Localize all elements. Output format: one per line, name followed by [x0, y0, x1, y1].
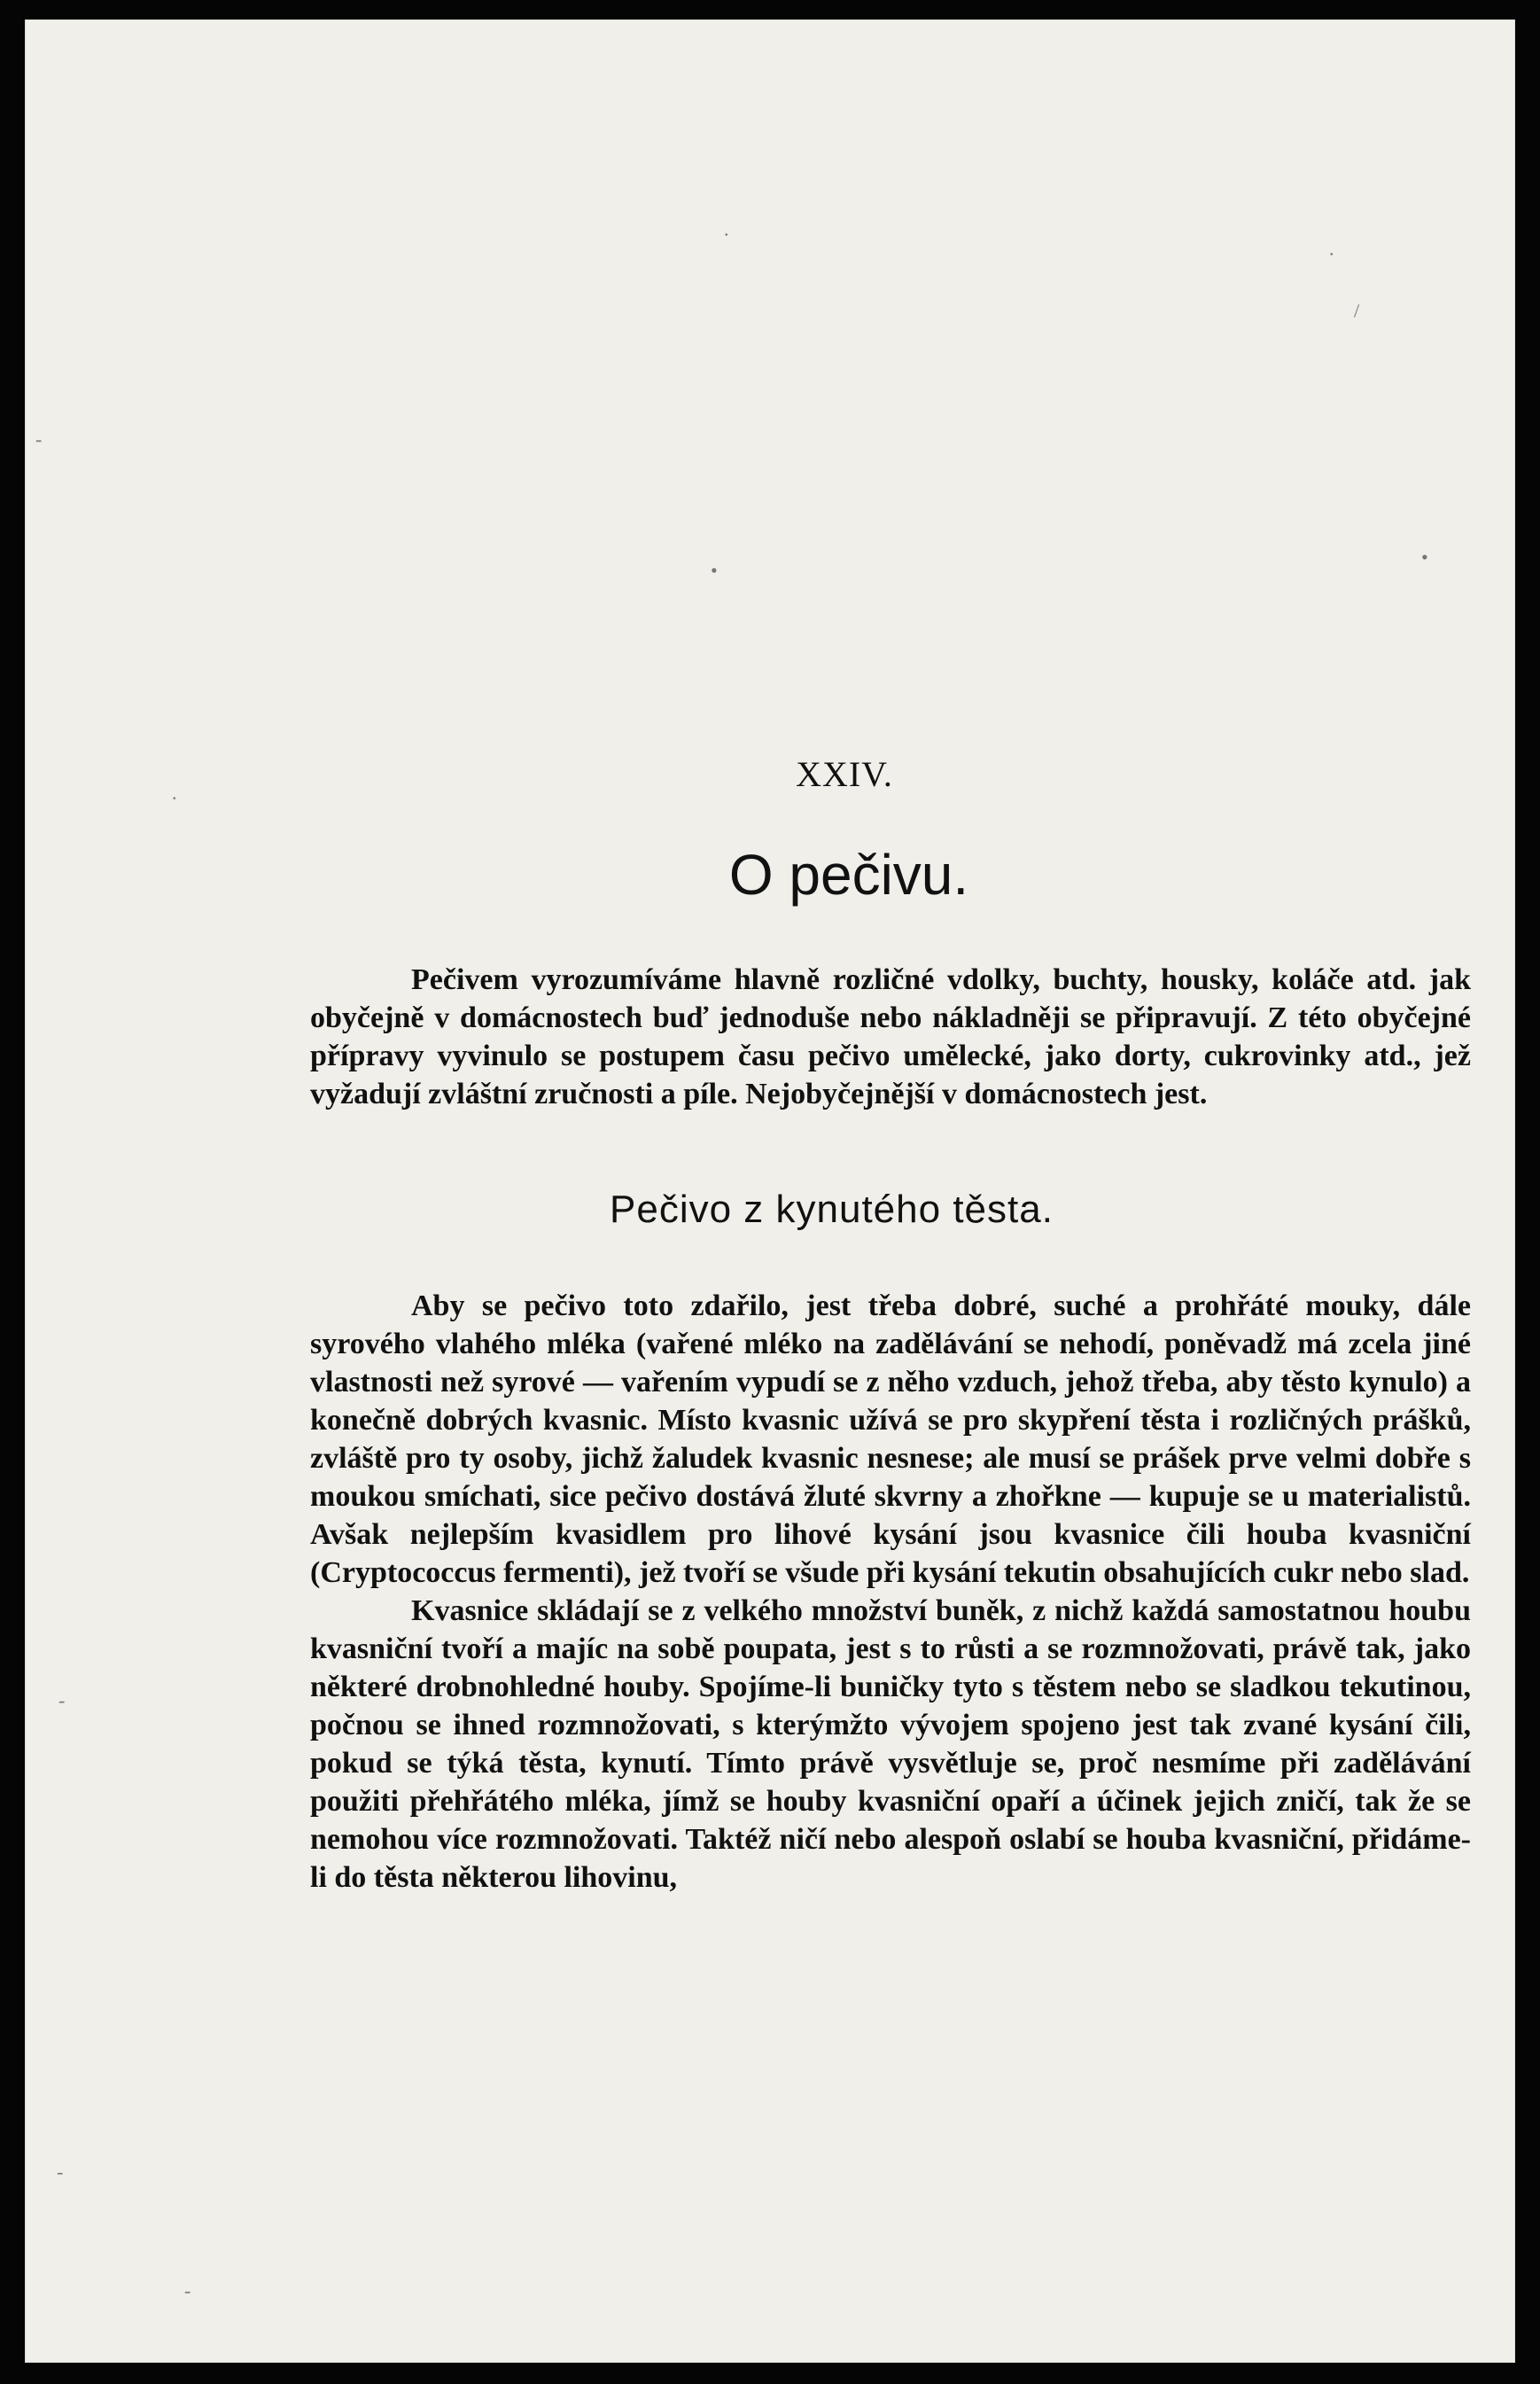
scan-speck: .	[1329, 238, 1334, 260]
scan-speck: •	[711, 559, 718, 581]
chapter-title: O pečivu.	[728, 843, 969, 907]
scan-speck: -	[57, 2161, 64, 2183]
scan-speck: /	[1354, 300, 1360, 322]
paragraph-2: Kvasnice skládají se z velkého množství buněk, z nichž každá samostatnou houbu kvasniční tvoří a majíc na sobě poupata, jest s to růsti a se rozmnožovati, právě tak, jako některé drobnohledné houby. Spojíme-li buničky tyto s těstem nebo se sladkou tekutinou, počnou se ihned rozmnožovati, s kterýmžto vývojem spojeno jest tak zvané kysání čili, pokud se týká těsta, kynutí. Tímto právě vysvětluje se, proč nesmíme při zadělávání použiti přehřátého mléka, jímž se houby kvasniční opaří a účinek jejich zničí, tak že se nemohou více rozmnožovati. Taktéž ničí nebo alespoň oslabí se houba kvasniční, přidáme-li do těsta některou lihovinu,	[310, 1594, 1471, 1894]
intro-paragraph: Pečivem vyrozumíváme hlavně rozličné vdolky, buchty, housky, koláče atd. jak obyčejně v domácnostech buď jednoduše nebo nákladněji se připravují. Z této obyčejné přípravy vyvinulo se postupem času pečivo umělecké, jako dorty, cukrovinky atd., jež vyžadují zvláštní zručnosti a píle. Nejobyčejnější v domácnostech jest.	[310, 963, 1471, 1110]
chapter-number: XXIV.	[796, 754, 893, 794]
scan-speck: ‑	[184, 2279, 191, 2302]
paragraph-1: Aby se pečivo toto zdařilo, jest třeba dobré, suché a prohřáté mouky, dále syrového vlahého mléka (vařené mléko na zadělávání se nehodí, poněvadž má zcela jiné vlastnosti než syrové — vařením vypudí se z něho vzduch, jehož třeba, aby těsto kynulo) a konečně dobrých kvasnic. Místo kvasnic užívá se pro skypření těsta i rozličných prášků, zvláště pro ty osoby, jichž žaludek kvasnic nesnese; ale musí se prášek prve velmi dobře s moukou smíchati, sice pečivo dostává žluté skvrny a zhořkne — kupuje se u materialistů. Avšak nejlepším kvasidlem pro lihové kysání jsou kvasnice čili houba kvasniční (Cryptococcus fermenti), jež tvoří se všude při kysání tekutin obsahujících cukr nebo slad.	[310, 1289, 1471, 1589]
scan-speck: .	[724, 218, 729, 240]
body-text	[310, 1287, 1471, 1897]
scan-speck: .	[172, 782, 177, 804]
scan-speck: -	[58, 1689, 66, 1711]
intro-block	[310, 961, 1471, 1113]
book-page	[25, 19, 1515, 2363]
section-title: Pečivo z kynutého těsta.	[610, 1188, 1054, 1231]
scan-speck: •	[1421, 546, 1428, 568]
scan-speck: -	[35, 428, 43, 450]
